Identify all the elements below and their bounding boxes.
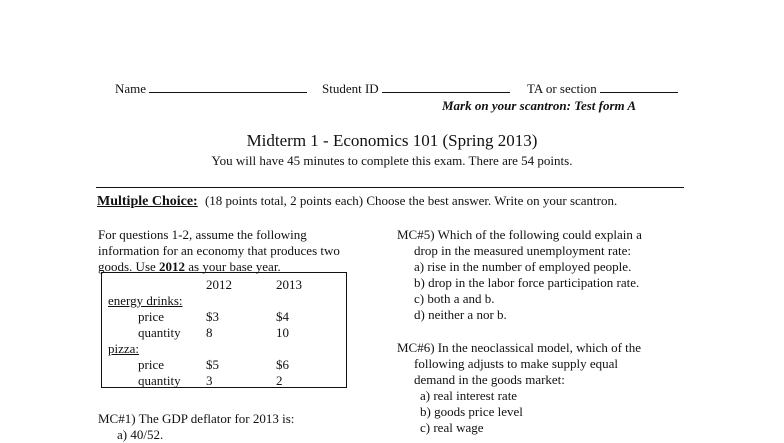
row-label: price bbox=[138, 309, 164, 324]
cell-2012: $3 bbox=[206, 309, 219, 324]
year-2012-header: 2012 bbox=[206, 277, 232, 292]
section-divider bbox=[96, 187, 684, 188]
cell-2013: 2 bbox=[276, 373, 283, 388]
mc5-option-b: b) drop in the labor force participation rate. bbox=[414, 275, 640, 290]
mc6-option-a: a) real interest rate bbox=[420, 388, 518, 403]
mc5-question-line-1: MC#5) Which of the following could explain a bbox=[397, 227, 642, 242]
intro-line-2: information for an economy that produces two bbox=[98, 243, 340, 258]
student-id-blank[interactable] bbox=[382, 81, 510, 93]
group-label: energy drinks: bbox=[108, 293, 183, 308]
multiple-choice-heading bbox=[97, 193, 617, 210]
mc6-option-c: c) real wage bbox=[420, 420, 484, 435]
student-id-field[interactable] bbox=[322, 81, 510, 97]
multiple-choice-instructions: (18 points total, 2 points each) Choose the best answer. Write on your scantron. bbox=[204, 193, 618, 208]
scantron-note: Mark on your scantron: Test form A bbox=[442, 98, 637, 113]
cell-2013: $6 bbox=[276, 357, 289, 372]
data-table bbox=[101, 272, 347, 388]
ta-section-blank[interactable] bbox=[600, 81, 678, 93]
name-field[interactable] bbox=[115, 81, 307, 97]
multiple-choice-title: Multiple Choice: bbox=[97, 194, 198, 209]
ta-section-field[interactable] bbox=[527, 81, 678, 97]
intro-line-3-pre: goods. Use bbox=[98, 259, 160, 274]
cell-2013: $4 bbox=[276, 309, 289, 324]
intro-line-3-post: as your base year. bbox=[185, 259, 281, 274]
cell-2012: 8 bbox=[206, 325, 213, 340]
mc6-question-line-3: demand in the goods market: bbox=[414, 372, 565, 387]
mc5-option-a: a) rise in the number of employed people. bbox=[414, 259, 632, 274]
group-label: pizza: bbox=[108, 341, 140, 356]
name-blank[interactable] bbox=[149, 81, 307, 93]
page-subtitle: You will have 45 minutes to complete this exam. There are 54 points. bbox=[211, 153, 573, 168]
cell-2013: 10 bbox=[276, 325, 289, 340]
mc5-option-c: c) both a and b. bbox=[414, 291, 495, 306]
row-label: quantity bbox=[138, 373, 181, 388]
year-2013-header: 2013 bbox=[276, 277, 302, 292]
mc1-option-a: a) 40/52. bbox=[117, 427, 164, 442]
page-title: Midterm 1 - Economics 101 (Spring 2013) bbox=[246, 131, 538, 150]
mc6-option-b: b) goods price level bbox=[420, 404, 523, 419]
intro-line-1: For questions 1-2, assume the following bbox=[98, 227, 307, 242]
base-year: 2012 bbox=[159, 259, 186, 274]
cell-2012: $5 bbox=[206, 357, 219, 372]
mc6-question-line-2: following adjusts to make supply equal bbox=[414, 356, 619, 371]
cell-2012: 3 bbox=[206, 373, 213, 388]
mc1-question: MC#1) The GDP deflator for 2013 is: bbox=[98, 411, 295, 426]
mc5-option-d: d) neither a nor b. bbox=[414, 307, 507, 322]
mc5-question-line-2: drop in the measured unemployment rate: bbox=[414, 243, 631, 258]
row-label: price bbox=[138, 357, 164, 372]
ta-section-label: TA or section bbox=[527, 81, 597, 96]
row-label: quantity bbox=[138, 325, 181, 340]
student-id-label: Student ID bbox=[322, 81, 379, 96]
name-label: Name bbox=[115, 81, 147, 96]
mc6-question-line-1: MC#6) In the neoclassical model, which of the bbox=[397, 340, 642, 355]
